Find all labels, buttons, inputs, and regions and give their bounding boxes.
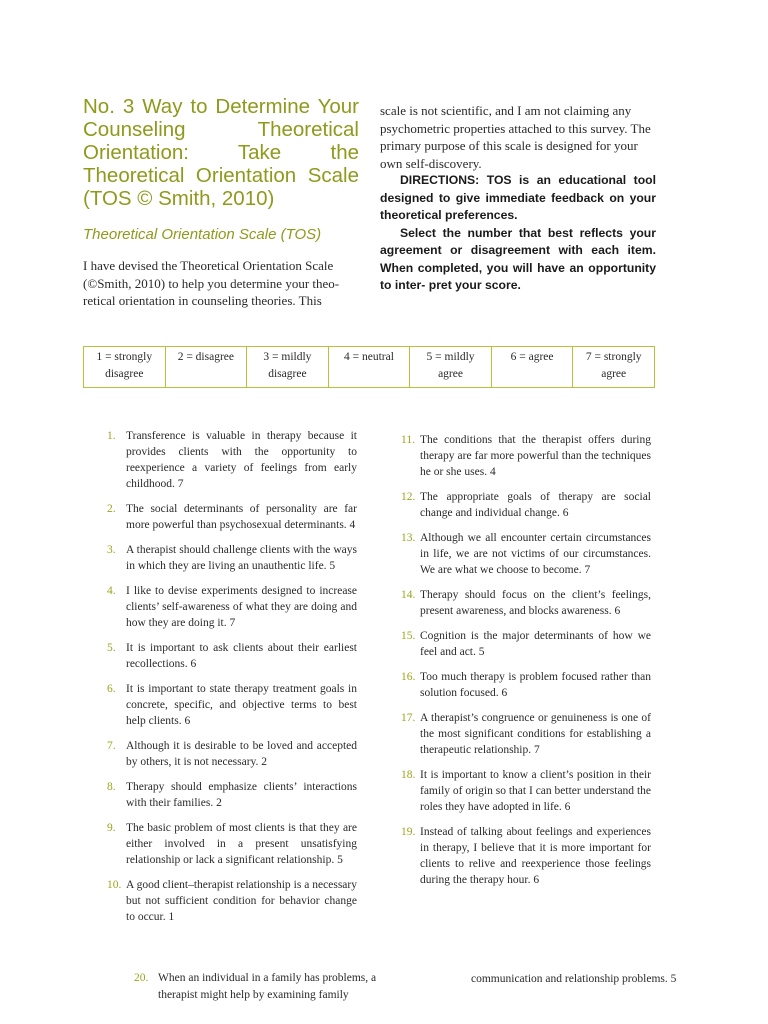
item-text: It is important to state therapy treatment goals in concrete, specific, and objective terms to best help clients. 6 bbox=[126, 683, 357, 727]
scale-disclaimer: scale is not scientific, and I am not claiming any psychometric properties attached to this survey. The primary purpose of this scale is designed for your own self-discovery. bbox=[380, 103, 651, 171]
list-item bbox=[107, 681, 357, 729]
item-number: 20. bbox=[134, 972, 149, 984]
item-text: It is important to know a client’s position in their family of origin so that I can better understand the roles they have adopted in life. 6 bbox=[420, 769, 651, 813]
list-item bbox=[107, 542, 357, 574]
list-item bbox=[107, 779, 357, 811]
list-item bbox=[401, 710, 651, 758]
list-item bbox=[401, 628, 651, 660]
list-item bbox=[401, 587, 651, 619]
item-number: 13. bbox=[401, 532, 416, 544]
item-text: Too much therapy is problem focused rather than solution focused. 6 bbox=[420, 671, 651, 699]
list-item bbox=[107, 583, 357, 631]
item-text: When an individual in a family has problems, a therapist might help by examining family bbox=[158, 972, 377, 1001]
item-text: Instead of talking about feelings and experiences in therapy, I believe that it is more important for clients to relive and reexperience those feelings during the therapy hour. 6 bbox=[420, 826, 651, 886]
item-number: 9. bbox=[107, 822, 116, 834]
item-number: 2. bbox=[107, 503, 116, 515]
item-number: 3. bbox=[107, 544, 116, 556]
intro-paragraph: I have devised the Theoretical Orientation Scale (©Smith, 2010) to help you determine your theo- retical orientation in counseling theories. This bbox=[83, 258, 340, 308]
scale-option-7: 7 = strongly agree bbox=[573, 347, 655, 388]
item-number: 7. bbox=[107, 740, 116, 752]
list-item bbox=[401, 489, 651, 521]
list-item bbox=[107, 428, 357, 492]
rating-scale-table bbox=[83, 346, 655, 388]
item-number: 14. bbox=[401, 589, 416, 601]
page-title: No. 3 Way to Determine Your Counseling Theoretical Orientation: Take the Theoretical Orientation Scale (TOS © Smith, 2010) bbox=[83, 95, 359, 210]
list-item bbox=[107, 877, 357, 925]
item-text: The basic problem of most clients is that they are either involved in a present unsatisfying relationship or lack a significant relationship. 5 bbox=[126, 822, 357, 866]
list-item bbox=[401, 767, 651, 815]
item-text: A therapist’s congruence or genuineness is one of the most significant conditions for establishing a therapeutic relationship. 7 bbox=[420, 712, 651, 756]
item-20-continuation: communication and relationship problems. 5 bbox=[471, 973, 677, 985]
directions-text: DIRECTIONS: TOS is an educational tool designed to give immediate feedback on your theoretical preferences. bbox=[380, 173, 656, 222]
item-number: 5. bbox=[107, 642, 116, 654]
item-text: The conditions that the therapist offers during therapy are far more powerful than the techniques he or she uses. 4 bbox=[420, 434, 651, 478]
item-text: Transference is valuable in therapy because it provides clients with the opportunity to reexperience a variety of feelings from early childhood. 7 bbox=[126, 430, 357, 490]
list-item bbox=[401, 669, 651, 701]
item-text: Although we all encounter certain circumstances in life, we are not victims of our circumstances. We are what we choose to become. 7 bbox=[420, 532, 651, 576]
scale-option-2: 2 = disagree bbox=[165, 347, 247, 388]
items-list-right bbox=[401, 432, 651, 897]
item-number: 8. bbox=[107, 781, 116, 793]
item-text: A therapist should challenge clients with the ways in which they are living an unauthentic life. 5 bbox=[126, 544, 357, 572]
item-number: 11. bbox=[401, 434, 415, 446]
item-number: 6. bbox=[107, 683, 116, 695]
item-number: 16. bbox=[401, 671, 416, 683]
item-text: Therapy should focus on the client’s feelings, present awareness, and blocks awareness. 6 bbox=[420, 589, 651, 617]
items-list-left bbox=[107, 428, 357, 934]
item-text: I like to devise experiments designed to increase clients’ self-awareness of what they are doing and how they are doing it. 7 bbox=[126, 585, 357, 629]
item-number: 10. bbox=[107, 879, 122, 891]
scale-option-1: 1 = strongly disagree bbox=[84, 347, 166, 388]
item-text: A good client–therapist relationship is a necessary but not sufficient condition for behavior change to occur. 1 bbox=[126, 879, 357, 923]
list-item bbox=[107, 738, 357, 770]
item-text: The appropriate goals of therapy are social change and individual change. 6 bbox=[420, 491, 651, 519]
rating-scale-row bbox=[84, 347, 655, 388]
select-instructions: Select the number that best reflects your agreement or disagreement with each item. When completed, you will have an opportunity to inter- pret your score. bbox=[380, 225, 656, 292]
item-text: Cognition is the major determinants of how we feel and act. 5 bbox=[420, 630, 651, 658]
item-number: 1. bbox=[107, 430, 116, 442]
scale-option-4: 4 = neutral bbox=[328, 347, 410, 388]
list-item bbox=[401, 530, 651, 578]
item-text: Although it is desirable to be loved and accepted by others, it is not necessary. 2 bbox=[126, 740, 357, 768]
scale-option-6: 6 = agree bbox=[491, 347, 573, 388]
item-number: 19. bbox=[401, 826, 416, 838]
list-item bbox=[107, 640, 357, 672]
list-item bbox=[401, 824, 651, 888]
scale-option-3: 3 = mildly disagree bbox=[247, 347, 329, 388]
item-number: 18. bbox=[401, 769, 416, 781]
list-item bbox=[401, 432, 651, 480]
section-subtitle: Theoretical Orientation Scale (TOS) bbox=[83, 226, 322, 243]
intro-continuation bbox=[380, 102, 656, 295]
item-number: 15. bbox=[401, 630, 416, 642]
item-number: 4. bbox=[107, 585, 116, 597]
scale-option-5: 5 = mildly agree bbox=[410, 347, 492, 388]
list-item bbox=[107, 820, 357, 868]
item-text: It is important to ask clients about their earliest recollections. 6 bbox=[126, 642, 357, 670]
item-text: The social determinants of personality are far more powerful than psychosexual determinants. 4 bbox=[126, 503, 357, 531]
list-item bbox=[107, 501, 357, 533]
item-text: Therapy should emphasize clients’ interactions with their families. 2 bbox=[126, 781, 357, 809]
item-number: 12. bbox=[401, 491, 416, 503]
item-number: 17. bbox=[401, 712, 416, 724]
item-20 bbox=[134, 970, 418, 1004]
